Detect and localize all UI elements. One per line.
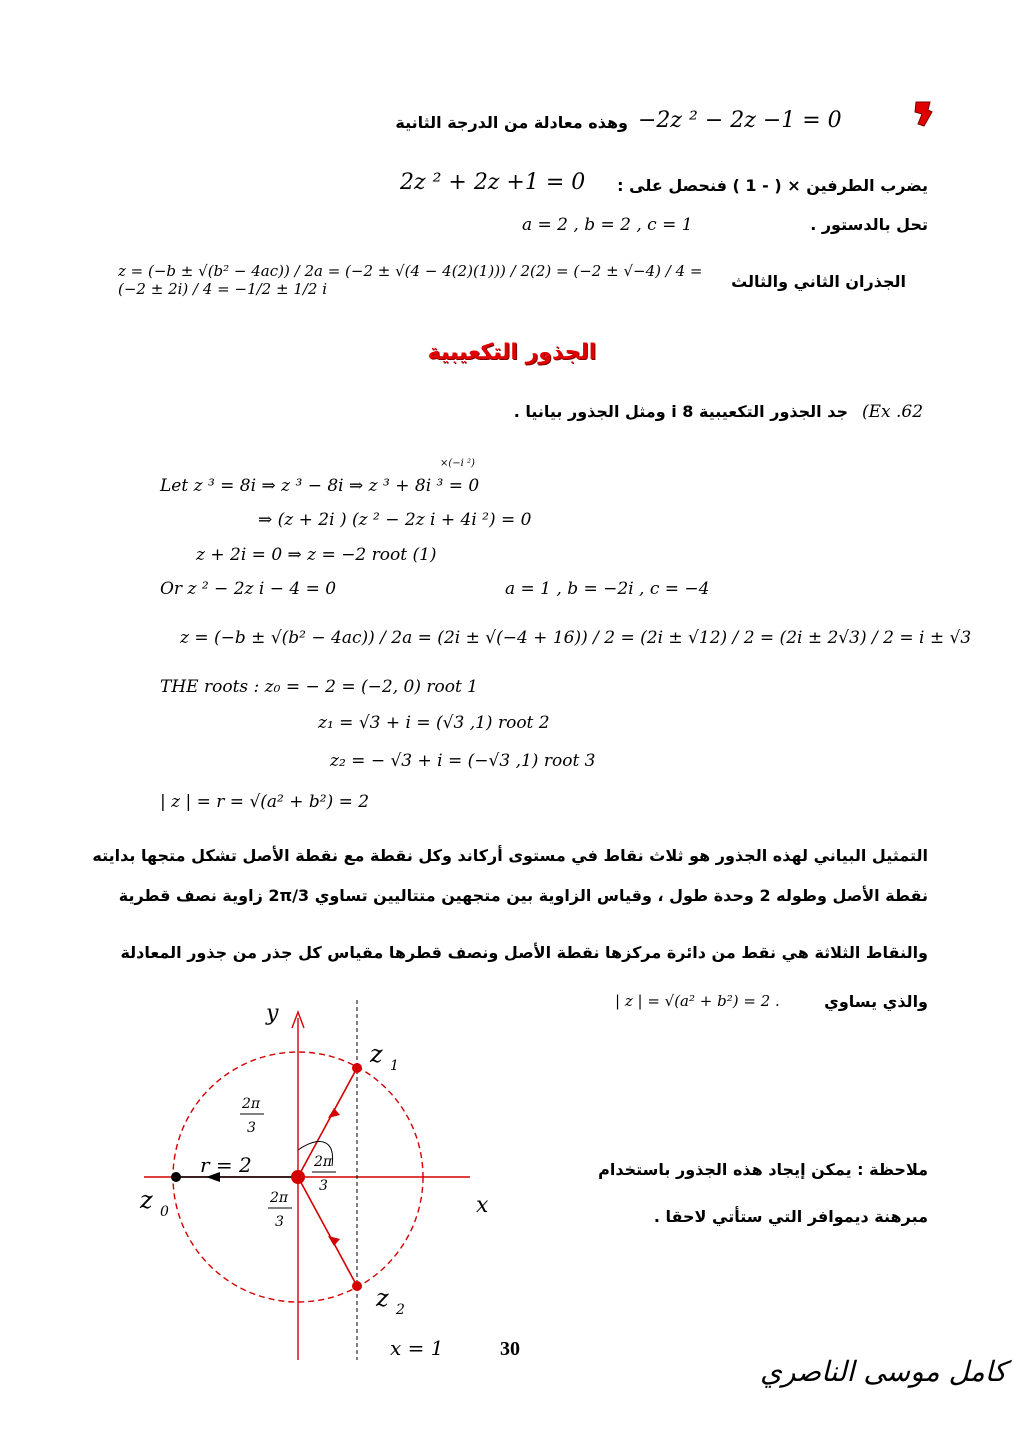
z2-subscript: 2 xyxy=(396,1302,405,1318)
origin-point xyxy=(291,1170,305,1184)
z2-label: z xyxy=(376,1284,389,1312)
paragraph-line-1: التمثيل البياني لهذه الجذور هو ثلاث نقاط في مستوى أركاند وكل نقطة مع نقطة الأصل تشكل متجها بدايته xyxy=(92,846,928,865)
work-line-6: THE roots : z₀ = − 2 = (−2, 0) root 1 xyxy=(160,677,479,697)
z1-label: z xyxy=(370,1040,383,1068)
work-line-7: z₁ = √3 + i = (√3 ,1) root 2 xyxy=(318,713,550,733)
z1-subscript: 1 xyxy=(390,1058,399,1074)
y-axis-label: y xyxy=(266,1001,279,1026)
svg-text:3: 3 xyxy=(247,1120,256,1136)
work-line-3: z + 2i = 0 ⇒ z = −2 root (1) xyxy=(196,545,437,565)
x-axis-label: x xyxy=(476,1193,489,1218)
work-line-1: Let z ³ = 8i ⇒ z ³ − 8i ⇒ z ³ + 8i ³ = 0 xyxy=(160,476,480,496)
radius-label: r = 2 xyxy=(200,1153,252,1177)
example-text: جد الجذور التكعيبية 8 i ومثل الجذور بيانيا . xyxy=(513,402,848,421)
point-z0 xyxy=(171,1172,181,1182)
z0-label: z xyxy=(140,1186,153,1214)
angle-label-bottom xyxy=(268,1190,292,1230)
svg-text:3: 3 xyxy=(275,1214,284,1230)
argand-diagram xyxy=(120,990,540,1370)
line4-text: الجذران الثاني والثالث xyxy=(731,272,906,291)
z0-subscript: 0 xyxy=(160,1204,169,1220)
angle-label-top xyxy=(240,1096,264,1136)
work-line-4a: Or z ² − 2z i − 4 = 0 xyxy=(160,579,337,599)
svg-text:2π: 2π xyxy=(242,1096,261,1112)
point-z1 xyxy=(352,1063,362,1073)
svg-text:2π: 2π xyxy=(270,1190,289,1206)
paragraph-line-2: نقطة الأصل وطوله 2 وحدة طول ، وقياس الزاوية بين متجهين متتاليين تساوي 2π/3 زاوية نصف قطرية xyxy=(118,886,928,905)
line3-equation: a = 2 , b = 2 , c = 1 xyxy=(522,215,693,235)
svg-text:2π: 2π xyxy=(314,1154,333,1170)
work-line-5: z = (−b ± √(b² − 4ac)) / 2a = (2i ± √(−4 + 16)) / 2 = (2i ± √12) / 2 = (2i ± 2√3) / 2 = i ± √3 xyxy=(180,628,972,648)
note-line-1: ملاحظة : يمكن إيجاد هذه الجذور باستخدام xyxy=(598,1160,928,1179)
work-line-8: z₂ = − √3 + i = (−√3 ,1) root 3 xyxy=(330,751,596,771)
paragraph-line-3: والنقاط الثلاثة هي نقط من دائرة مركزها نقطة الأصل ونصف قطرها مقياس كل جذر من جذور المعادلة xyxy=(120,943,928,962)
line2-equation: 2z ² + 2z +1 = 0 xyxy=(400,170,586,195)
paragraph-line-4-text: والذي يساوي xyxy=(824,992,928,1011)
paragraph-line-4-equation: | z | = √(a² + b²) = 2 . xyxy=(615,992,780,1010)
line4-equation: z = (−b ± √(b² − 4ac)) / 2a = (−2 ± √(4 − 4(2)(1))) / 2(2) = (−2 ± √−4) / 4 = (−2 ± 2i) / 4 = −1/2 ± 1/2 i xyxy=(118,262,703,298)
work-line-2: ⇒ (z + 2i ) (z ² − 2z i + 4i ²) = 0 xyxy=(258,510,532,530)
line2-text: يضرب الطرفين × ( - 1 ) فنحصل على : xyxy=(617,176,928,195)
note-line-2: مبرهنة ديموافر التي ستأتي لاحقا . xyxy=(653,1207,928,1226)
multiplier-note: ×(−i ²) xyxy=(440,458,475,469)
example-label: (Ex .62 xyxy=(862,402,924,422)
svg-text:3: 3 xyxy=(319,1178,328,1194)
line1-text: وهذه معادلة من الدرجة الثانية xyxy=(395,113,628,132)
page-number: 30 xyxy=(500,1338,520,1360)
section-title: الجذور التكعيبية xyxy=(427,340,597,365)
work-line-9: | z | = r = √(a² + b²) = 2 xyxy=(160,792,370,812)
work-line-4b: a = 1 , b = −2i , c = −4 xyxy=(505,579,710,599)
point-z2 xyxy=(352,1281,362,1291)
line3-text: تحل بالدستور . xyxy=(810,215,928,234)
x-equals-1-label: x = 1 xyxy=(390,1336,444,1360)
line1-equation: −2z ² − 2z −1 = 0 xyxy=(638,108,842,133)
author-signature: كامل موسى الناصري xyxy=(760,1355,1007,1388)
section-marker-icon xyxy=(912,98,934,128)
